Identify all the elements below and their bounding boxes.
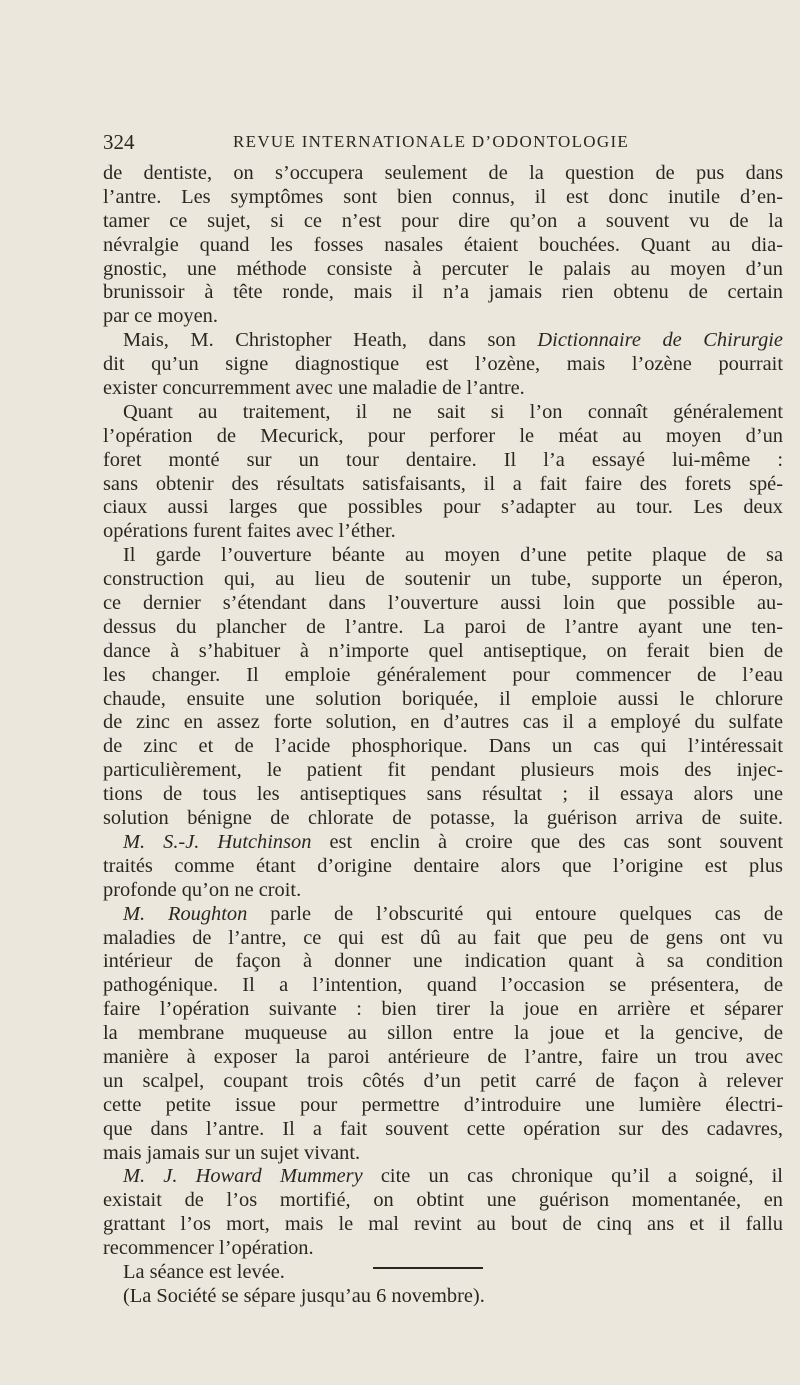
text-line: névralgie quand les fosses nasales étaient bouchées. Quant au dia- bbox=[103, 233, 783, 256]
text-line: l’antre. Les symptômes sont bien connus, il est donc inutile d’en- bbox=[103, 185, 783, 208]
body-text bbox=[103, 162, 783, 1309]
text-line: tamer ce sujet, si ce n’est pour dire qu’on a souvent vu de la bbox=[103, 209, 783, 232]
text-line: exister concurremment avec une maladie de l’antre. bbox=[103, 377, 525, 400]
text-line: gnostic, une méthode consiste à percuter le palais au moyen d’un bbox=[103, 257, 783, 280]
text-line: particulièrement, le patient fit pendant plusieurs mois des injec- bbox=[103, 759, 783, 782]
text-line: intérieur de façon à donner une indication quant à sa condition bbox=[103, 950, 783, 973]
text-line: ce dernier s’étendant dans l’ouverture aussi loin que possible au- bbox=[103, 592, 783, 615]
text-line: que dans l’antre. Il a fait souvent cette opération sur des cadavres, bbox=[103, 1117, 783, 1140]
text-line: brunissoir à tête ronde, mais il n’a jamais rien obtenu de certain bbox=[103, 281, 783, 304]
text-line bbox=[103, 329, 783, 353]
closing-rule bbox=[373, 1267, 483, 1269]
text-line: dance à s’habituer à n’importe quel antiseptique, on ferait bien de bbox=[103, 639, 783, 662]
text-line: cette petite issue pour permettre d’introduire une lumière électri- bbox=[103, 1093, 783, 1116]
speaker-name: M. Roughton bbox=[123, 902, 248, 925]
text-line: foret monté sur un tour dentaire. Il l’a essayé lui-même : bbox=[103, 448, 783, 471]
text-line: faire l’opération suivante : bien tirer la joue en arrière et séparer bbox=[103, 998, 783, 1021]
text-line: pathogénique. Il a l’intention, quand l’occasion se présentera, de bbox=[103, 974, 783, 997]
text-line: profonde qu’on ne croit. bbox=[103, 878, 302, 901]
text-line: sans obtenir des résultats satisfaisants, il a fait faire des forets spé- bbox=[103, 472, 783, 495]
text-line: ciaux aussi larges que possibles pour s’adapter au tour. Les deux bbox=[103, 496, 783, 519]
text-line: de dentiste, on s’occupera seulement de la question de pus dans bbox=[103, 162, 783, 184]
text-line: maladies de l’antre, ce qui est dû au fait que peu de gens ont vu bbox=[103, 926, 783, 949]
text-line: La séance est levée. bbox=[123, 1260, 285, 1283]
page-number: 324 bbox=[103, 130, 135, 154]
text-line: de zinc et de l’acide phosphorique. Dans un cas qui l’intéressait bbox=[103, 735, 783, 758]
text-segment: parle de l’obscurité qui entoure quelques cas de bbox=[270, 902, 784, 925]
text-line bbox=[103, 1165, 783, 1189]
text-line: construction qui, au lieu de soutenir un tube, supporte un éperon, bbox=[103, 568, 783, 591]
text-line: par ce moyen. bbox=[103, 305, 218, 328]
text-segment: cite un cas chronique qu’il a soigné, il bbox=[380, 1165, 783, 1188]
running-title: REVUE INTERNATIONALE D’ODONTOLOGIE bbox=[233, 132, 630, 151]
text-line: recommencer l’opération. bbox=[103, 1237, 314, 1260]
text-line: de zinc en assez forte solution, en d’autres cas il a employé du sulfate bbox=[103, 711, 783, 734]
text-segment: est enclin à croire que des cas sont souvent bbox=[329, 830, 783, 853]
text-line: existait de l’os mortifié, on obtint une guérison momentanée, en bbox=[103, 1189, 783, 1212]
text-line: solution bénigne de chlorate de potasse, la guérison arriva de suite. bbox=[103, 807, 783, 830]
text-line: (La Société se sépare jusqu’au 6 novembre). bbox=[123, 1284, 485, 1307]
text-line: les changer. Il emploie généralement pour commencer de l’eau bbox=[103, 663, 783, 686]
text-line: dessus du plancher de l’antre. La paroi de l’antre ayant une ten- bbox=[103, 615, 783, 638]
text-line: opérations furent faites avec l’éther. bbox=[103, 520, 396, 543]
text-line: traités comme étant d’origine dentaire alors que l’origine est plus bbox=[103, 854, 783, 877]
text-line: Il garde l’ouverture béante au moyen d’une petite plaque de sa bbox=[123, 544, 783, 567]
text-line bbox=[103, 831, 783, 855]
page-header bbox=[103, 130, 783, 160]
text-line: Quant au traitement, il ne sait si l’on connaît généralement bbox=[123, 400, 783, 423]
text-line: la membrane muqueuse au sillon entre la joue et la gencive, de bbox=[103, 1022, 783, 1045]
text-line: grattant l’os mort, mais le mal revint au bout de cinq ans et il fallu bbox=[103, 1213, 783, 1236]
text-line: l’opération de Mecurick, pour perforer le méat au moyen d’un bbox=[103, 424, 783, 447]
text-line: mais jamais sur un sujet vivant. bbox=[103, 1141, 361, 1164]
text-line: dit qu’un signe diagnostique est l’ozène, mais l’ozène pourrait bbox=[103, 353, 783, 376]
text-line: un scalpel, coupant trois côtés d’un petit carré de façon à relever bbox=[103, 1069, 783, 1092]
speaker-name: M. S.-J. Hutchinson bbox=[123, 830, 312, 853]
text-line bbox=[103, 903, 783, 927]
text-line: manière à exposer la paroi antérieure de l’antre, faire un trou avec bbox=[103, 1045, 783, 1068]
book-title: Dictionnaire de Chirurgie bbox=[537, 329, 783, 352]
text-segment: Mais, M. Christopher Heath, dans son bbox=[123, 329, 516, 352]
speaker-name: M. J. Howard Mummery bbox=[123, 1165, 363, 1188]
text-line: chaude, ensuite une solution boriquée, il emploie aussi le chlorure bbox=[103, 687, 783, 710]
text-line: tions de tous les antiseptiques sans résultat ; il essaya alors une bbox=[103, 783, 783, 806]
